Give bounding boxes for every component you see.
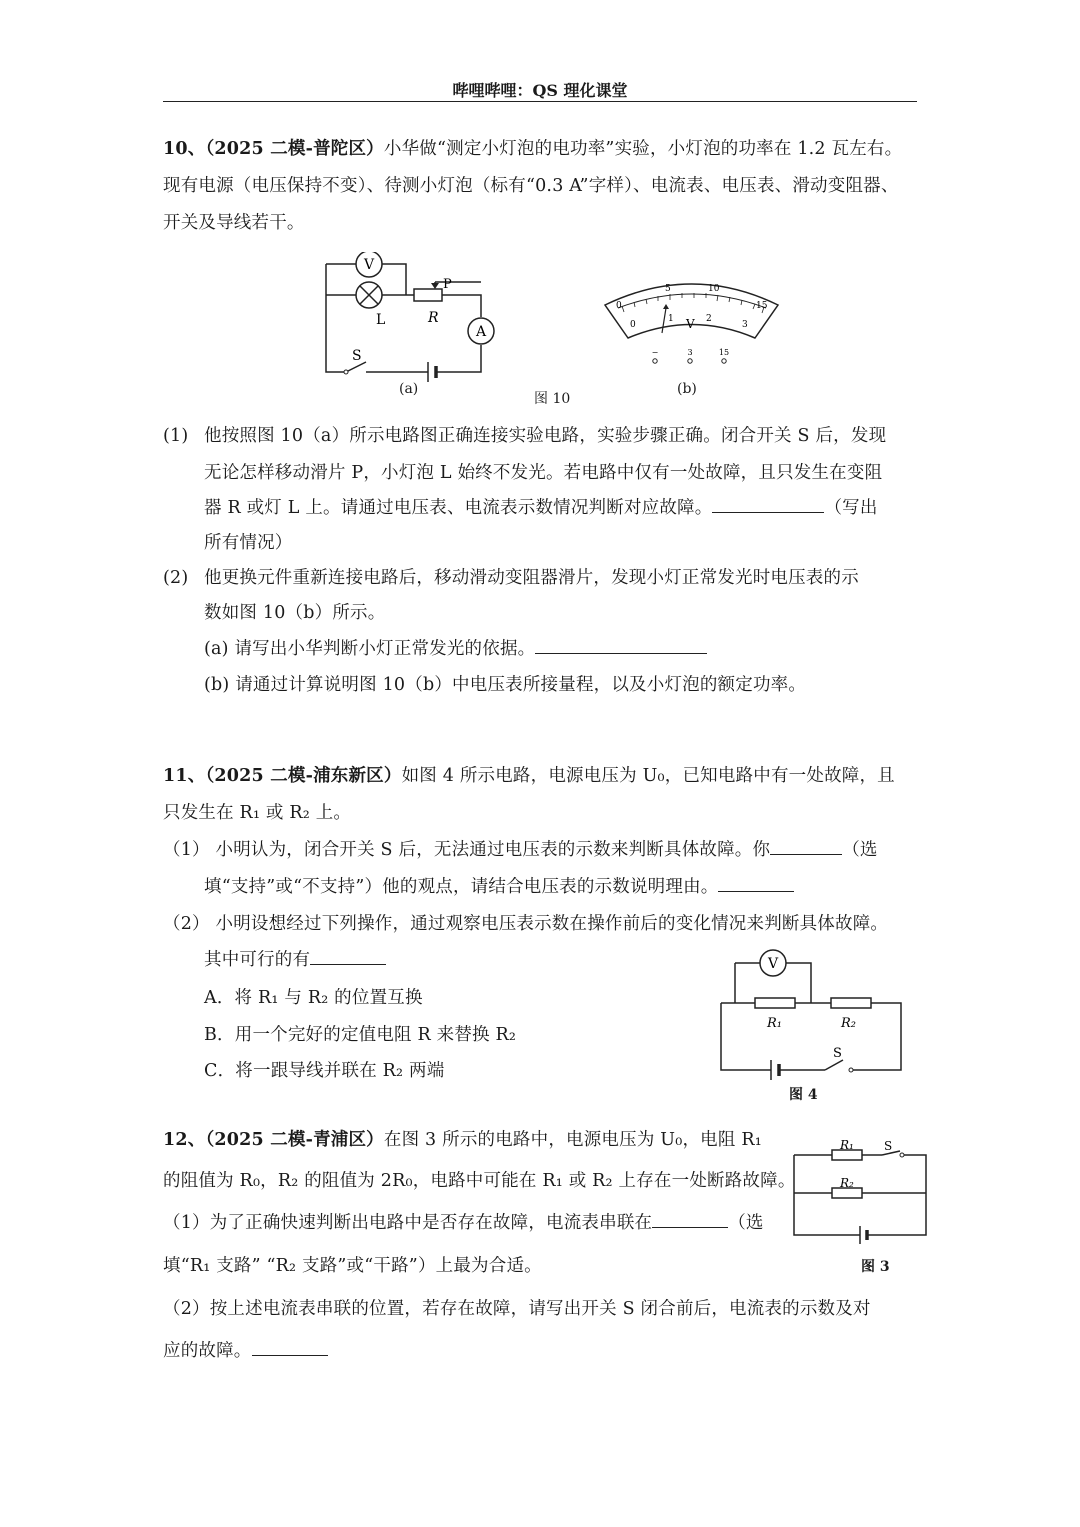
page-header: 哔哩哔哩：QS 理化课堂 [452, 81, 628, 100]
q11-p1-line1 [163, 832, 878, 869]
q10-p2-b: (b) 请通过计算说明图 10（b）中电压表所接量程，以及小灯泡的额定功率。 [204, 675, 807, 695]
q10-p1-line3 [204, 490, 878, 527]
q10-stem-1: 小华做“测定小灯泡的电功率”实验，小灯泡的功率在 1.2 瓦左右。 [383, 139, 903, 159]
q12-p2-blank[interactable] [252, 1337, 328, 1356]
q11-voltmeter-label: V [767, 956, 779, 972]
q10-voltmeter-dial [600, 275, 785, 375]
q11-p2-line2-text: 其中可行的有 [204, 950, 311, 970]
q10-p1-answer-blank[interactable] [712, 494, 824, 513]
q10-p1-num: (1) [163, 426, 189, 446]
q10-p1-line2: 无论怎样移动滑片 P，小灯泡 L 始终不发光。若电路中仅有一处故障，且只发生在变阻 [204, 463, 883, 483]
q10-circuit-diagram [316, 252, 506, 402]
q10-number: 10、 [163, 139, 206, 159]
q10-fig-a-label: (a) [399, 381, 419, 397]
q10-lamp-label: L [376, 312, 386, 328]
q12-p1-text: （1）为了正确快速判断出电路中是否存在故障，电流表串联在 [163, 1213, 653, 1233]
q10-rheostat-label: R [428, 310, 439, 326]
meter-bottom-3: 3 [742, 320, 748, 330]
q12-p1-tail: （选 [728, 1213, 764, 1233]
meter-bottom-1: 1 [668, 314, 674, 324]
q10-p1-line1: 他按照图 10（a）所示电路图正确连接实验电路，实验步骤正确。闭合开关 S 后，发现 [204, 426, 887, 446]
q10-p2-a [204, 631, 707, 668]
q11-fig-caption: 图 4 [789, 1087, 818, 1103]
q11-p1-line2-text: 填“支持”或“不支持”）他的观点，请结合电压表的示数说明理由。 [204, 877, 719, 897]
q11-p1-text: （1） 小明认为，闭合开关 S 后，无法通过电压表的示数来判断具体故障。你 [163, 840, 771, 860]
q10-p2-line1: 他更换元件重新连接电路后，移动滑动变阻器滑片，发现小灯正常发光时电压表的示 [204, 568, 859, 588]
q12-line1 [163, 1122, 762, 1159]
q11-number: 11、 [163, 766, 206, 786]
q11-line1 [163, 758, 895, 795]
q12-p1-line2: 填“R₁ 支路” “R₂ 支路”或“干路”）上最为合适。 [163, 1256, 542, 1276]
q11-p1-tail: （选 [842, 840, 878, 860]
q10-p2-line2: 数如图 10（b）所示。 [204, 603, 386, 623]
q11-stem-1: 如图 4 所示电路，电源电压为 U₀，已知电路中有一处故障，且 [401, 766, 895, 786]
q12-stem-2: 的阻值为 R₀，R₂ 的阻值为 2R₀，电路中可能在 R₁ 或 R₂ 上存在一处断路故障。 [163, 1171, 796, 1191]
q11-p2-line2 [204, 942, 386, 979]
q10-p2-a-blank[interactable] [535, 635, 707, 654]
q12-stem-1: 在图 3 所示的电路中，电源电压为 U₀，电阻 R₁ [383, 1130, 762, 1150]
q11-switch-label: S [833, 1046, 842, 1061]
meter-bottom-2: 2 [706, 314, 712, 324]
q11-p2-line1: （2） 小明设想经过下列操作，通过观察电压表示数在操作前后的变化情况来判断具体故障。 [163, 914, 889, 934]
meter-terminal-neg: − [651, 348, 659, 357]
q10-switch-label: S [352, 348, 362, 364]
header-rule [163, 101, 917, 102]
meter-top-15: 15 [756, 301, 768, 311]
q12-p2-line2-text: 应的故障。 [163, 1341, 252, 1361]
q10-p2-num: (2) [163, 568, 189, 588]
q12-switch-label: S [884, 1139, 893, 1153]
q10-voltmeter-label: V [363, 257, 375, 273]
q12-r2-label: R₂ [840, 1176, 854, 1190]
q11-option-c: C．将一跟导线并联在 R₂ 两端 [204, 1061, 445, 1081]
q10-fig-caption: 图 10 [534, 391, 571, 407]
q12-number: 12、 [163, 1130, 206, 1150]
q11-p1-line2 [204, 869, 794, 906]
q11-source: （2025 二模-浦东新区） [205, 766, 402, 786]
q10-stem-3: 开关及导线若干。 [163, 213, 305, 233]
meter-bottom-0: 0 [630, 320, 636, 330]
q11-option-a: A．将 R₁ 与 R₂ 的位置互换 [204, 988, 423, 1008]
q11-p1-blank-2[interactable] [718, 873, 794, 892]
meter-terminal-15: 15 [718, 348, 730, 357]
q11-p2-blank[interactable] [310, 946, 386, 965]
q11-circuit-diagram [715, 946, 910, 1091]
q10-p2-a-text: (a) 请写出小华判断小灯正常发光的依据。 [204, 639, 536, 659]
q10-slider-label: P [443, 277, 452, 292]
q10-p1-line4: 所有情况） [204, 533, 293, 553]
q12-r1-label: R₁ [840, 1138, 854, 1152]
q10-source: （2025 二模-普陀区） [205, 139, 384, 159]
q11-option-b: B．用一个完好的定值电阻 R 来替换 R₂ [204, 1025, 517, 1045]
q12-p1-line1 [163, 1205, 764, 1242]
q10-p1-line3-tail: （写出 [824, 498, 878, 518]
meter-top-0: 0 [616, 301, 622, 311]
q12-p1-blank[interactable] [652, 1209, 728, 1228]
meter-top-5: 5 [665, 284, 671, 294]
q12-fig-caption: 图 3 [861, 1259, 890, 1275]
meter-unit: V [686, 317, 695, 331]
q10-line1 [163, 131, 902, 168]
q12-circuit-diagram [790, 1135, 930, 1245]
q12-p2-line2 [163, 1333, 328, 1370]
q11-p1-blank-1[interactable] [770, 836, 842, 855]
q11-stem-2: 只发生在 R₁ 或 R₂ 上。 [163, 803, 352, 823]
meter-terminal-3: 3 [687, 348, 693, 357]
q12-source: （2025 二模-青浦区） [205, 1130, 384, 1150]
q10-ammeter-label: A [475, 324, 487, 340]
q11-r1-label: R₁ [767, 1016, 782, 1031]
q10-fig-b-label: (b) [677, 381, 697, 397]
q11-r2-label: R₂ [841, 1016, 856, 1031]
meter-top-10: 10 [708, 284, 720, 294]
q10-p1-line3-text: 器 R 或灯 L 上。请通过电压表、电流表示数情况判断对应故障。 [204, 498, 713, 518]
q10-stem-2: 现有电源（电压保持不变）、待测小灯泡（标有“0.3 A”字样）、电流表、电压表、滑动变阻器、 [163, 176, 899, 196]
q12-p2-line1: （2）按上述电流表串联的位置，若存在故障，请写出开关 S 闭合前后，电流表的示数及对 [163, 1299, 871, 1319]
